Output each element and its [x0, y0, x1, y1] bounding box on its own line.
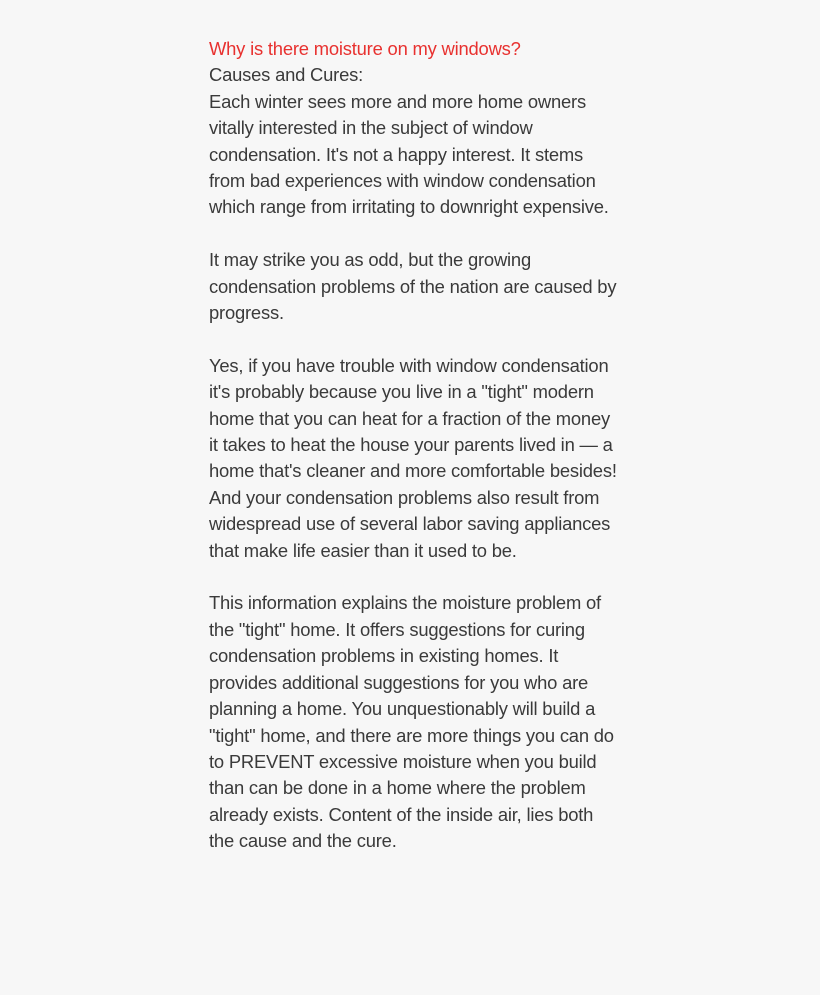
- article-subtitle: Causes and Cures:: [209, 64, 364, 86]
- article-paragraph-2: It may strike you as odd, but the growing condensation problems of the nation are caused by progress.: [209, 249, 617, 324]
- article-paragraph-4: This information explains the moisture problem of the "tight" home. It offers suggestions for curing condensation problems in existing homes. It provides additional suggestions for you who are planning a home. You unquestionably will build a "tight" home, and there are more things you can do to PREVENT excessive moisture when you build than can be done in a home where the problem already exists. Content of the inside air, lies both the cause and the cure.: [209, 592, 614, 852]
- article-title: Why is there moisture on my windows?: [209, 38, 521, 59]
- article: [209, 36, 621, 855]
- article-paragraph-3: Yes, if you have trouble with window condensation it's probably because you live in a "tight" modern home that you can heat for a fraction of the money it takes to heat the house your parents lived in — a home that's cleaner and more comfortable besides! And your condensation problems also result from widespread use of several labor saving appliances that make life easier than it used to be.: [209, 354, 617, 561]
- article-paragraph-1: Each winter sees more and more home owners vitally interested in the subject of window condensation. It's not a happy interest. It stems from bad experiences with window condensation which range from irritating to downright expensive.: [209, 90, 609, 218]
